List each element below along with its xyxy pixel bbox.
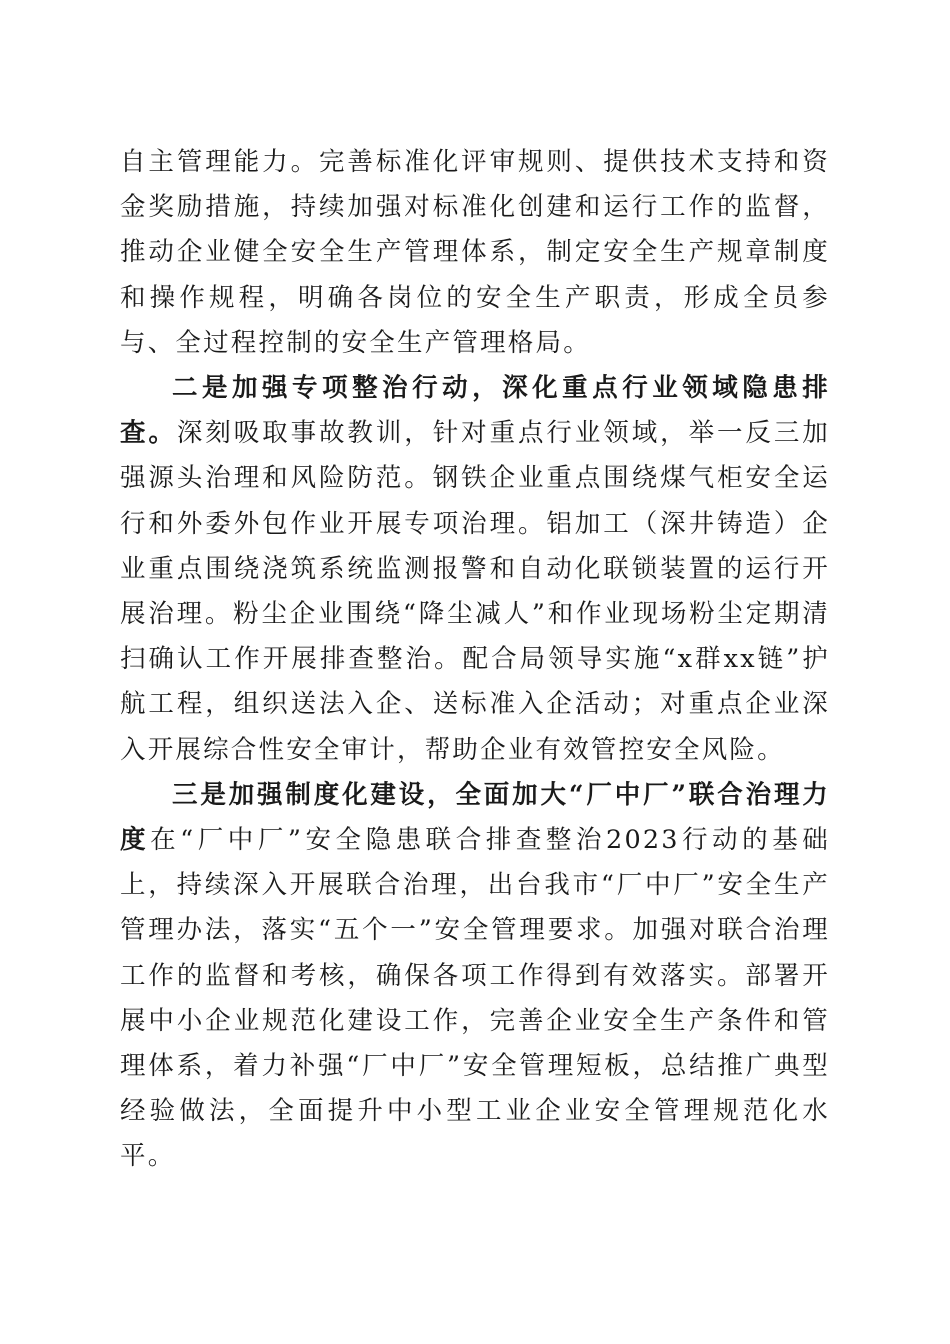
paragraph-lead: 二是加强专项整治行动，深化重点行业领域隐患排查。 bbox=[120, 373, 830, 449]
paragraph-text: 在“厂中厂”安全隐患联合排查整治2023行动的基础上，持续深入开展联合治理，出台我市“厂中厂”安全生产管理办法，落实“五个一”安全管理要求。加强对联合治理工作的监督和考核，确保各项工作得到有效落实。部署开展中小企业规范化建设工作，完善企业安全生产条件和管理体系，着力补强“厂中厂”安全管理短板，总结推广典型经验做法，全面提升中小型工业企业安全管理规范化水平。 bbox=[120, 825, 830, 1172]
document-body bbox=[120, 140, 830, 1180]
paragraph-text: 自主管理能力。完善标准化评审规则、提供技术支持和资金奖励措施，持续加强对标准化创建和运行工作的监督，推动企业健全安全生产管理体系，制定安全生产规章制度和操作规程，明确各岗位的安全生产职责，形成全员参与、全过程控制的安全生产管理格局。 bbox=[120, 147, 830, 358]
paragraph-lead: 三是加强制度化建设，全面加大“厂中厂”联合治理力度 bbox=[120, 779, 830, 856]
paragraph-continuation bbox=[120, 140, 830, 366]
paragraph-text: 深刻吸取事故教训，针对重点行业领域，举一反三加强源头治理和风险防范。钢铁企业重点围绕煤气柜安全运行和外委外包作业开展专项治理。铝加工（深井铸造）企业重点围绕浇筑系统监测报警和自动化联锁装置的运行开展治理。粉尘企业围绕“降尘减人”和作业现场粉尘定期清扫确认工作开展排查整治。配合局领导实施“x群xx链”护航工程，组织送法入企、送标准入企活动；对重点企业深入开展综合性安全审计，帮助企业有效管控安全风险。 bbox=[120, 418, 830, 765]
paragraph-special-rectification bbox=[120, 366, 830, 773]
paragraph-institutional-building bbox=[120, 773, 830, 1180]
